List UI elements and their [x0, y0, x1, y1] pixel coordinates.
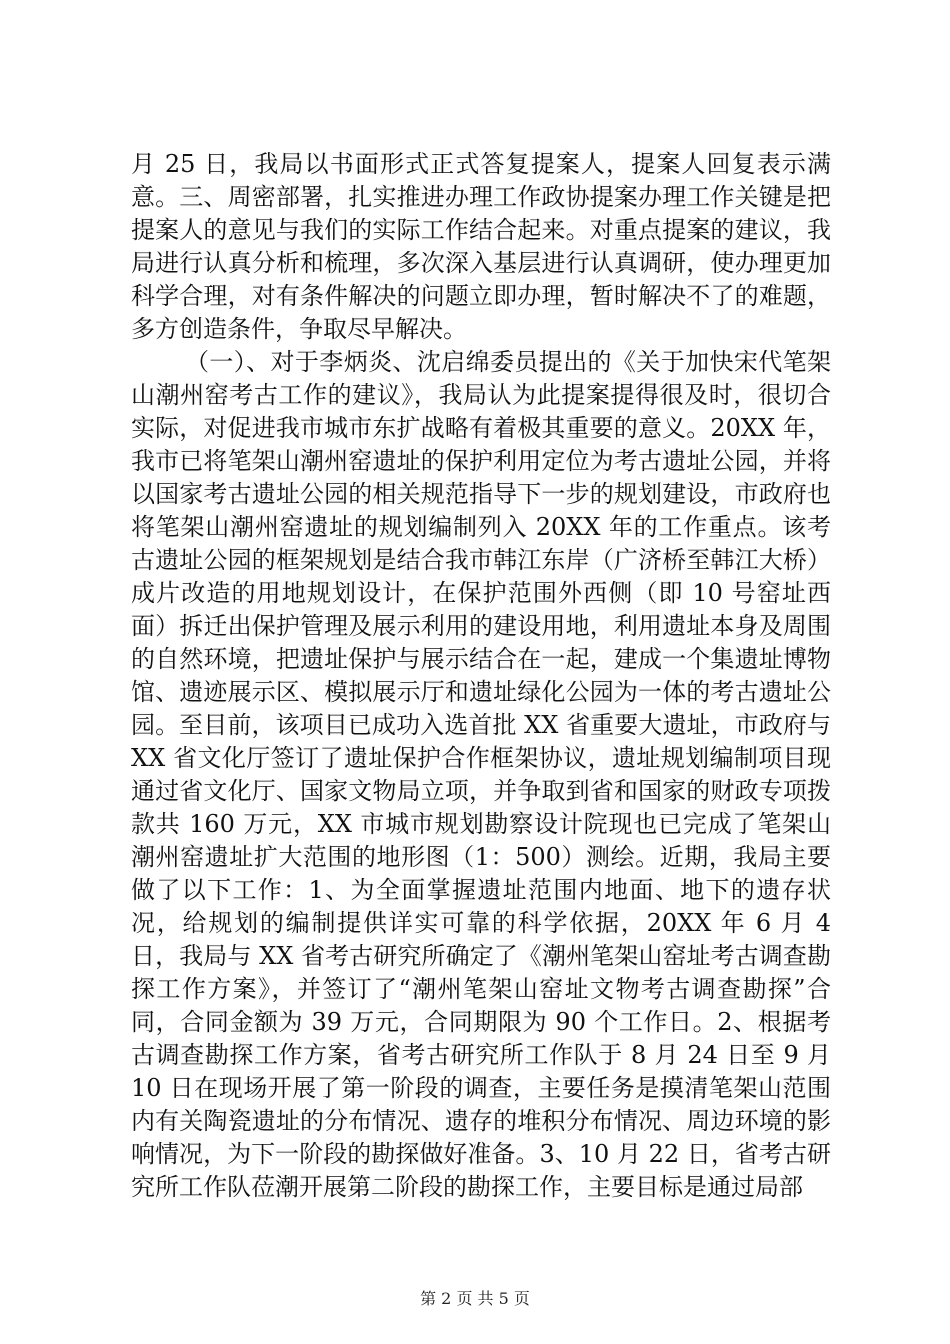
- paragraph-1: 月 25 日，我局以书面形式正式答复提案人，提案人回复表示满意。三、周密部署，扎实推进办理工作政协提案办理工作关键是把提案人的意见与我们的实际工作结合起来。对重点提案的建议，我局进行认真分析和梳理，多次深入基层进行认真调研，使办理更加科学合理，对有条件解决的问题立即办理，暂时解决不了的难题，多方创造条件，争取尽早解决。: [131, 150, 831, 343]
- document-body: [131, 148, 831, 1204]
- paragraph-2: （一）、对于李炳炎、沈启绵委员提出的《关于加快宋代笔架山潮州窑考古工作的建议》，我局认为此提案提得很及时，很切合实际，对促进我市城市东扩战略有着极其重要的意义。20XX 年，我市已将笔架山潮州窑遗址的保护利用定位为考古遗址公园，并将以国家考古遗址公园的相关规范指导下一步的规划建设，市政府也将笔架山潮州窑遗址的规划编制列入 20XX 年的工作重点。该考古遗址公园的框架规划是结合我市韩江东岸（广济桥至韩江大桥）成片改造的用地规划设计，在保护范围外西侧（即 10 号窑址西面）拆迁出保护管理及展示利用的建设用地，利用遗址本身及周围的自然环境，把遗址保护与展示结合在一起，建成一个集遗址博物馆、遗迹展示区、模拟展示厅和遗址绿化公园为一体的考古遗址公园。至目前，该项目已成功入选首批 XX 省重要大遗址，市政府与 XX 省文化厅签订了遗址保护合作框架协议，遗址规划编制项目现通过省文化厅、国家文物局立项，并争取到省和国家的财政专项拨款共 160 万元，XX 市城市规划勘察设计院现也已完成了笔架山潮州窑遗址扩大范围的地形图（1：500）测绘。近期，我局主要做了以下工作：1、为全面掌握遗址范围内地面、地下的遗存状况，给规划的编制提供详实可靠的科学依据，20XX 年 6 月 4 日，我局与 XX 省考古研究所确定了《潮州笔架山窑址考古调查勘探工作方案》，并签订了“潮州笔架山窑址文物考古调查勘探”合同，合同金额为 39 万元，合同期限为 90 个工作日。2、根据考古调查勘探工作方案，省考古研究所工作队于 8 月 24 日至 9 月 10 日在现场开展了第一阶段的调查，主要任务是摸清笔架山范围内有关陶瓷遗址的分布情况、遗存的堆积分布情况、周边环境的影响情况，为下一阶段的勘探做好准备。3、10 月 22 日，省考古研究所工作队莅潮开展第二阶段的勘探工作，主要目标是通过局部: [131, 348, 831, 1201]
- page-number-footer: 第 2 页 共 5 页: [420, 1289, 530, 1308]
